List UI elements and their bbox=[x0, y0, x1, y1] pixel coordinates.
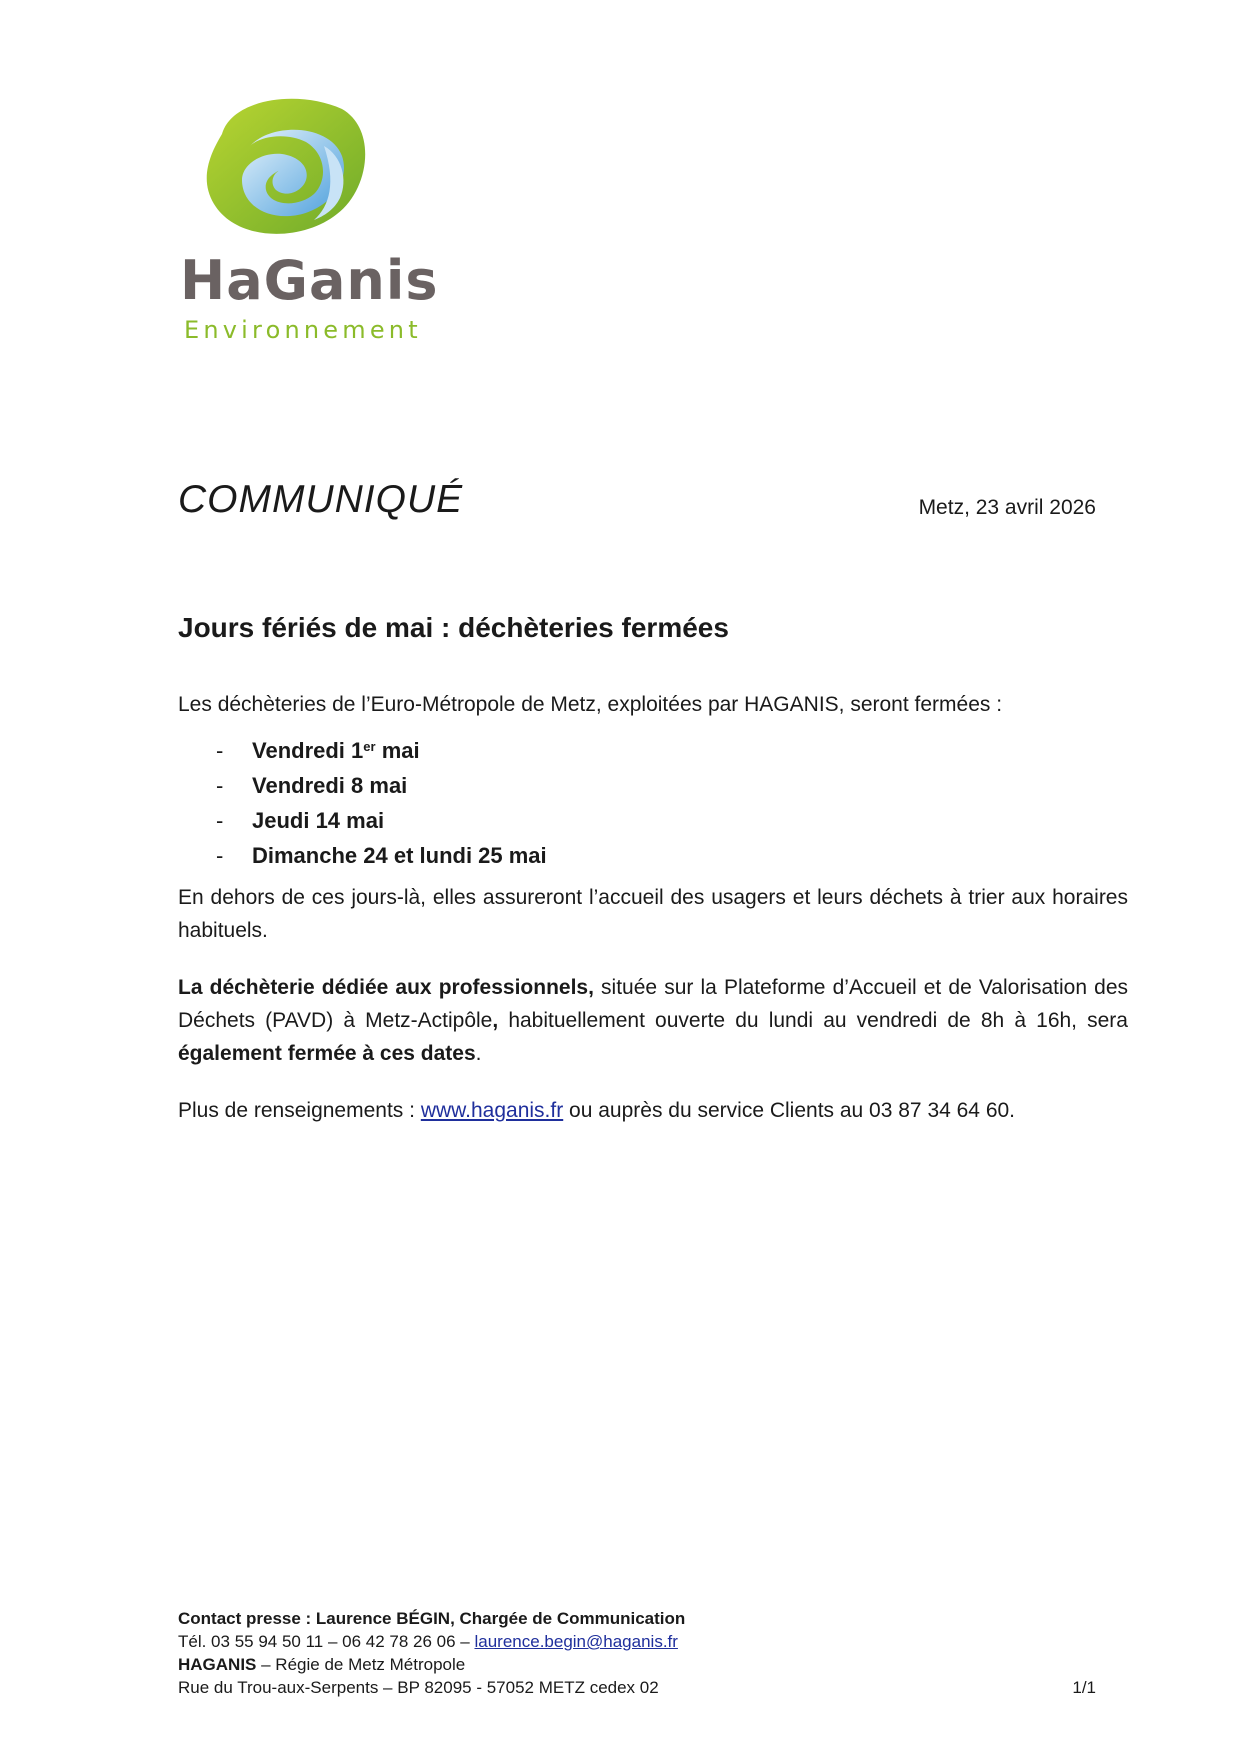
list-dash: - bbox=[216, 773, 224, 798]
paragraph-period: . bbox=[475, 1042, 482, 1065]
list-dash: - bbox=[216, 843, 224, 868]
opening-paragraph: En dehors de ces jours-là, elles assureront l’accueil des usagers et leurs déchets à trier aux horaires habituels. bbox=[178, 886, 1128, 942]
info-paragraph bbox=[178, 1094, 1128, 1127]
organization-name: HAGANIS bbox=[178, 1655, 257, 1674]
list-item-text: Jeudi 14 mai bbox=[252, 808, 385, 833]
contact-phones bbox=[178, 1630, 1096, 1653]
haganis-logo bbox=[178, 94, 439, 354]
list-item bbox=[178, 733, 1128, 768]
list-item-superscript: er bbox=[363, 739, 376, 754]
closure-list bbox=[178, 733, 1128, 873]
email-link[interactable]: laurence.begin@haganis.fr bbox=[474, 1632, 678, 1651]
website-link[interactable]: www.haganis.fr bbox=[420, 1099, 564, 1122]
phone-numbers: Tél. 03 55 94 50 11 – 06 42 78 26 06 – bbox=[178, 1632, 475, 1651]
bold-closing: également fermée à ces dates bbox=[178, 1042, 476, 1065]
page-number: 1/1 bbox=[1072, 1678, 1096, 1697]
list-item-text: Vendredi 1 bbox=[252, 738, 364, 763]
address-row bbox=[178, 1676, 1096, 1699]
organization-line bbox=[178, 1653, 1096, 1676]
list-item bbox=[178, 838, 1128, 873]
intro-paragraph: Les déchèteries de l’Euro-Métropole de Metz, exploitées par HAGANIS, seront fermées : bbox=[178, 693, 1003, 716]
address: Rue du Trou-aux-Serpents – BP 82095 - 57052 METZ cedex 02 bbox=[178, 1678, 659, 1697]
list-item-text: Dimanche 24 et lundi 25 mai bbox=[252, 843, 547, 868]
professional-paragraph bbox=[178, 971, 1128, 1070]
list-item bbox=[178, 768, 1128, 803]
list-item-text-end: mai bbox=[375, 738, 420, 763]
page-heading: COMMUNIQUÉ bbox=[178, 478, 464, 521]
bold-lead: La déchèterie dédiée aux professionnels, bbox=[178, 976, 594, 999]
page-title: Jours fériés de mai : déchèteries fermées bbox=[178, 612, 729, 643]
bold-comma: , bbox=[492, 1009, 499, 1032]
paragraph-text: située sur la Plateforme d’Accueil et de Valorisation des Déchets (PAVD) à Metz-Actipôle bbox=[178, 976, 1128, 1032]
list-dash: - bbox=[216, 738, 224, 763]
haganis-swirl-icon bbox=[202, 94, 372, 244]
logo-name: HaGanis bbox=[180, 249, 439, 312]
info-text: Plus de renseignements : bbox=[178, 1099, 421, 1122]
logo-subtitle: Environnement bbox=[184, 316, 422, 344]
info-text-end: ou auprès du service Clients au 03 87 34 64 60. bbox=[563, 1099, 1016, 1122]
press-contact: Contact presse : Laurence BÉGIN, Chargée de Communication bbox=[178, 1609, 686, 1628]
paragraph-text-2: habituellement ouverte du lundi au vendredi de 8h à 16h, sera bbox=[498, 1009, 1128, 1032]
organization-desc: – Régie de Metz Métropole bbox=[256, 1655, 466, 1674]
list-item bbox=[178, 803, 1128, 838]
date-line: Metz, 23 avril 2026 bbox=[918, 496, 1096, 519]
footer bbox=[178, 1607, 1096, 1699]
list-item-text: Vendredi 8 mai bbox=[252, 773, 408, 798]
main-content bbox=[178, 688, 1128, 1127]
list-dash: - bbox=[216, 808, 224, 833]
